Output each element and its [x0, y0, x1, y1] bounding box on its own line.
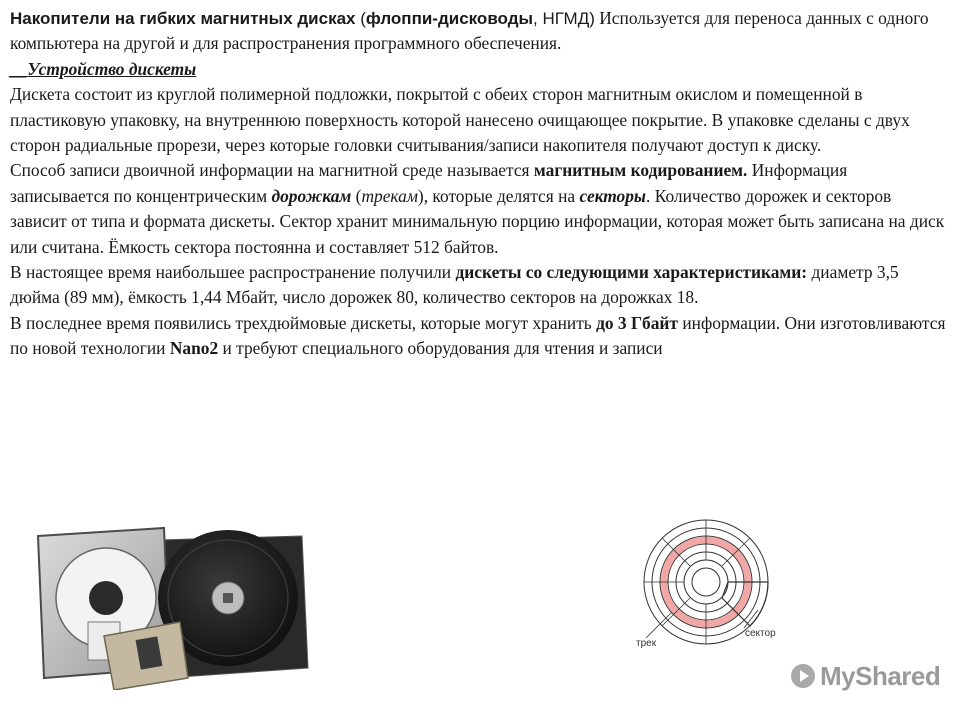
- text-run: В последнее время появились трехдюймовые дискеты, которые могут хранить: [10, 312, 597, 333]
- text-run: ), которые делятся на: [417, 185, 580, 206]
- text-run: и требуют специального оборудования для чтения и записи: [218, 338, 663, 359]
- text-run: диаметр 3,5 дюйма (89 мм), ёмкость 1,44 Мбайт, число дорожек 80, количество секторов на дорожках 18.: [10, 262, 899, 308]
- label-track: трек: [636, 638, 657, 649]
- title-subtitle: флоппи-дисководы: [365, 9, 534, 28]
- paragraph-structure: Дискета состоит из круглой полимерной подложки, покрытой с обеих сторон магнитным окислом и помещенной в пластиковую упаковку, на внутреннюю поверхность которой нанесено очищающее покрытие. В упаковке сделаны с двух сторон радиальные прорези, через которые головки считывания/записи накопителя получают доступ к диску.: [10, 84, 910, 156]
- paragraph-encoding: [10, 158, 950, 260]
- title-paren-open: (: [360, 9, 366, 28]
- term-characteristics: дискеты со следующими характеристиками:: [455, 262, 808, 283]
- paragraph-characteristics: [10, 260, 950, 311]
- play-logo-icon: [790, 663, 816, 689]
- intro-text: Используется для переноса данных с одного компьютера на другой и для распространения программного обеспечения.: [10, 8, 929, 54]
- term-treks: трекам: [361, 185, 418, 206]
- heading-diskette-structure: __Устройство дискеты: [10, 58, 197, 79]
- title-main: Накопители на гибких магнитных дисках: [10, 9, 361, 28]
- term-capacity: до 3 Гбайт: [596, 312, 678, 333]
- title-abbrev: , НГМД): [533, 9, 595, 28]
- text-run: (: [351, 185, 362, 206]
- term-magnetic-coding: магнитным кодированием.: [533, 160, 748, 181]
- text-run: В настоящее время наибольшее распространение получили: [10, 262, 456, 283]
- text-run: информации. Они изготовливаются по новой технологии: [10, 312, 946, 359]
- text-run: Информация записывается по концентрическим: [10, 160, 848, 206]
- paragraph-nano2: [10, 311, 950, 362]
- section-heading: [10, 57, 950, 82]
- term-sectors: секторы: [579, 185, 647, 206]
- label-sector: сектор: [745, 628, 776, 639]
- intro-paragraph: [10, 6, 950, 57]
- term-tracks: дорожкам: [271, 185, 352, 206]
- watermark-text: MyShared: [820, 660, 941, 691]
- text-run: Способ записи двоичной информации на магнитной среде называется: [10, 160, 534, 181]
- text-run: . Количество дорожек и секторов зависит от типа и формата дискеты. Сектор хранит минимальную порцию информации, которая может быть записана на диск или считана. Ёмкость сектора постоянна и составляет 512 байтов.: [10, 185, 945, 257]
- document-text: [10, 6, 950, 362]
- watermark: [790, 660, 940, 692]
- floppy-disk-photo: [30, 518, 315, 690]
- term-nano2: Nano2: [169, 338, 219, 359]
